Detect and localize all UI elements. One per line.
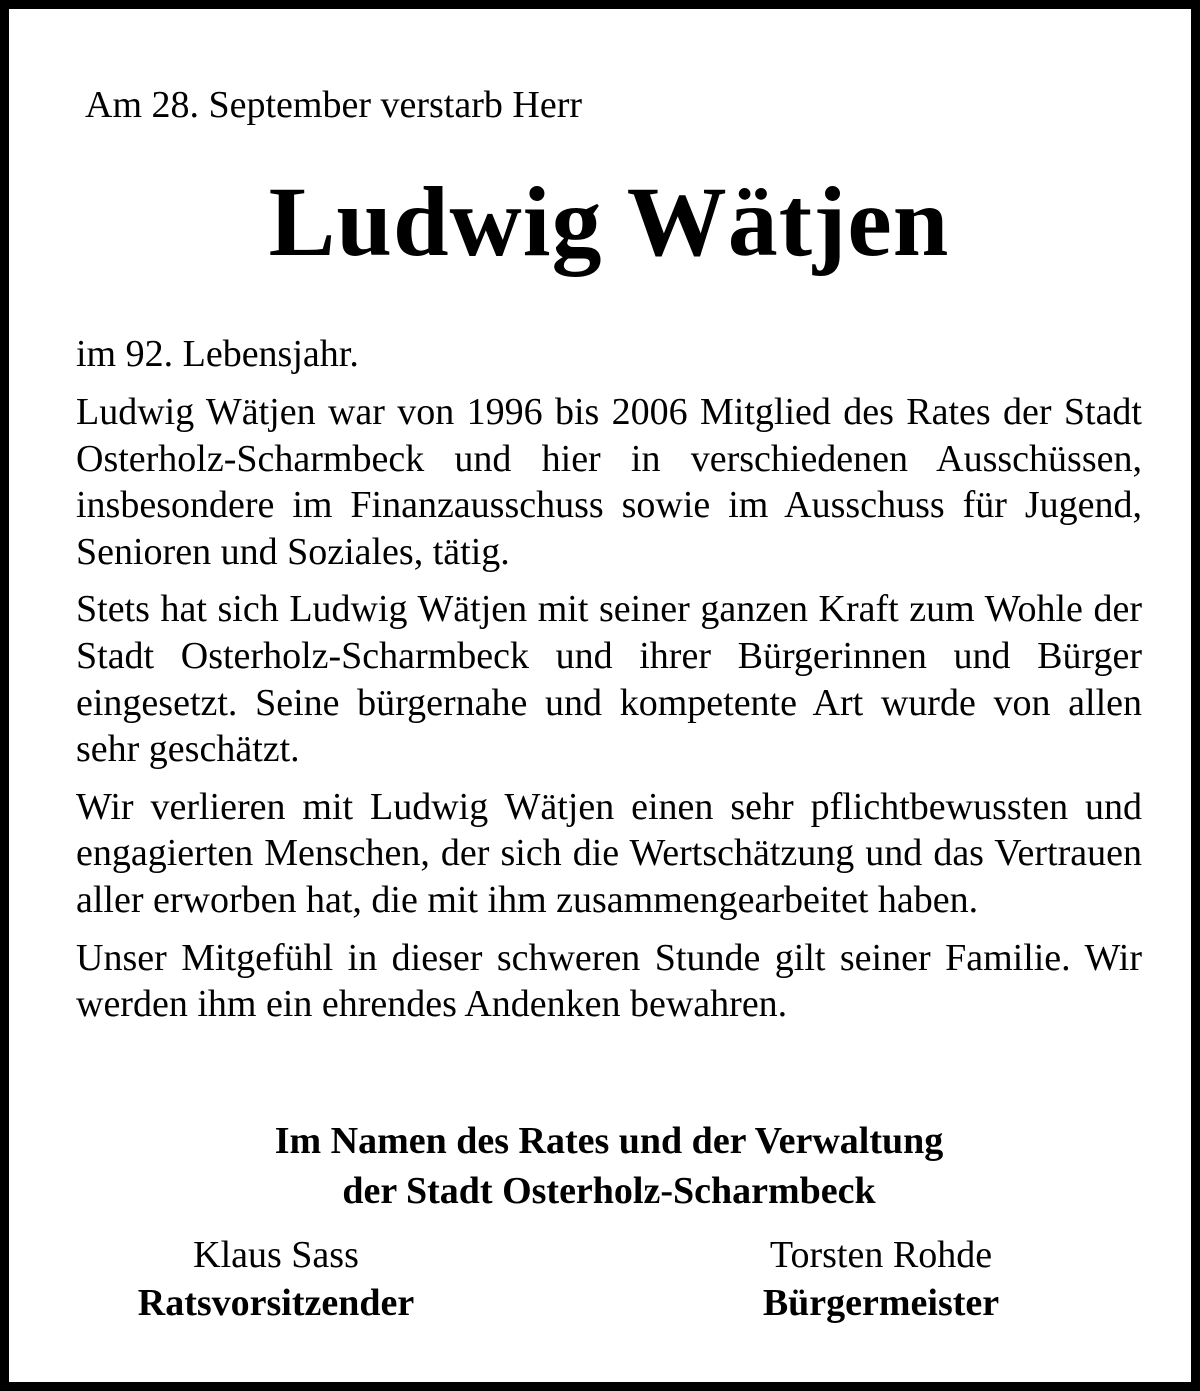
- signer-role: Ratsvorsitzender: [137, 1282, 415, 1324]
- signer-council-chair: [76, 1231, 476, 1327]
- deceased-name: Ludwig Wätjen: [268, 166, 950, 277]
- age-line: im 92. Lebensjahr.: [76, 333, 359, 375]
- signer-mayor: [681, 1231, 1081, 1327]
- paragraph-council-membership: Ludwig Wätjen war von 1996 bis 2006 Mitglied des Rates der Stadt Osterholz-Scharmbeck und hier in verschiedenen Ausschüssen, insbesondere im Finanzausschuss sowie im Ausschuss für Jugend, Senioren und Soziales, tätig.: [76, 391, 1142, 573]
- signer-name: Torsten Rohde: [769, 1234, 993, 1276]
- signoff-line-1: Im Namen des Rates und der Verwaltung: [274, 1120, 944, 1162]
- paragraph-loss: Wir verlieren mit Ludwig Wätjen einen sehr pflichtbewussten und engagierten Menschen, der sich die Wertschätzung und das Vertrauen aller erworben hat, die mit ihm zusammengearbeitet haben.: [76, 785, 1142, 921]
- signoff-line-2: der Stadt Osterholz-Scharmbeck: [342, 1170, 876, 1212]
- signer-role: Bürgermeister: [762, 1282, 1000, 1324]
- intro-line: Am 28. September verstarb Herr: [85, 84, 583, 126]
- signoff: [9, 1116, 1200, 1216]
- obituary-body: [76, 389, 1142, 1039]
- paragraph-commitment: Stets hat sich Ludwig Wätjen mit seiner ganzen Kraft zum Wohle der Stadt Osterholz-Scharmbeck und ihrer Bürgerinnen und Bürger eingesetzt. Seine bürgernahe und kompetente Art wurde von allen sehr geschätzt.: [76, 588, 1142, 771]
- paragraph-condolence: Unser Mitgefühl in dieser schweren Stunde gilt seiner Familie. Wir werden ihm ein ehrendes Andenken bewahren.: [76, 936, 1142, 1026]
- signer-name: Klaus Sass: [193, 1234, 359, 1276]
